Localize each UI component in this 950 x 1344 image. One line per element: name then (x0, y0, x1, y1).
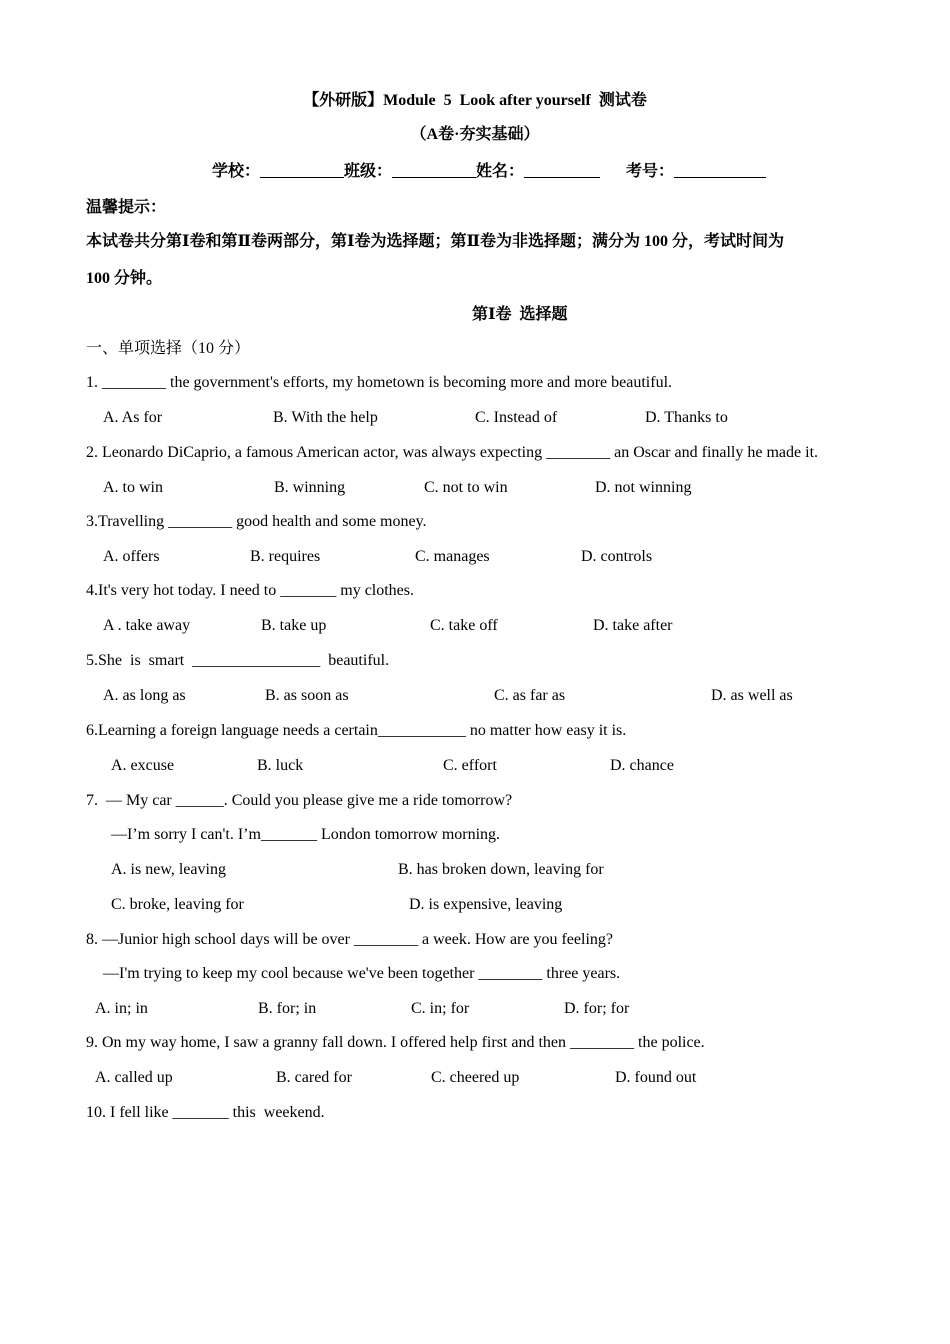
exam-no-label: 考号： (626, 163, 675, 180)
q1-option-d: D. Thanks to (645, 409, 728, 426)
q9-option-b: B. cared for (276, 1069, 352, 1086)
doc-title: 【外研版】Module 5 Look after yourself 测试卷 (303, 92, 647, 109)
q2-option-d: D. not winning (595, 479, 692, 496)
q6-option-d: D. chance (610, 757, 674, 774)
question-7-stem-reply: —I’m sorry I can't. I’m_______ London tomorrow morning. (111, 826, 501, 843)
question-6-stem: 6.Learning a foreign language needs a certain___________ no matter how easy it is. (86, 722, 627, 739)
q6-option-c: C. effort (443, 757, 497, 774)
q7-option-a: A. is new, leaving (111, 861, 226, 878)
school-blank (260, 161, 344, 178)
q2-option-b: B. winning (274, 479, 346, 496)
notice-line-1: 本试卷共分第Ⅰ卷和第Ⅱ卷两部分，第Ⅰ卷为选择题；第Ⅱ卷为非选择题；满分为 100 分，考试时间为 (86, 233, 784, 250)
notice-line-2: 100 分钟。 (86, 270, 163, 287)
q9-option-d: D. found out (615, 1069, 697, 1086)
section1-title: 一、单项选择（10 分） (86, 340, 251, 357)
q4-option-b: B. take up (261, 617, 327, 634)
name-blank (524, 161, 600, 178)
q1-option-a: A. As for (103, 409, 163, 426)
question-10-stem: 10. I fell like _______ this weekend. (86, 1104, 325, 1121)
doc-subtitle: （A卷·夯实基础） (410, 126, 540, 143)
question-1-stem: 1. ________ the government's efforts, my hometown is becoming more and more beautiful. (86, 374, 673, 391)
question-9-stem: 9. On my way home, I saw a granny fall down. I offered help first and then ________ the police. (86, 1034, 705, 1051)
name-label: 姓名： (476, 163, 525, 180)
q2-option-c: C. not to win (424, 479, 508, 496)
q5-option-c: C. as far as (494, 687, 566, 704)
question-8-stem: 8. —Junior high school days will be over ________ a week. How are you feeling? (86, 931, 613, 948)
q8-option-d: D. for; for (564, 1000, 630, 1017)
q7-option-c: C. broke, leaving for (111, 896, 244, 913)
q4-option-c: C. take off (430, 617, 498, 634)
q8-option-c: C. in; for (411, 1000, 470, 1017)
q1-option-c: C. Instead of (475, 409, 558, 426)
q6-option-b: B. luck (257, 757, 304, 774)
question-7-stem: 7. — My car ______. Could you please give me a ride tomorrow? (86, 792, 513, 809)
question-8-stem-reply: —I'm trying to keep my cool because we've been together ________ three years. (103, 965, 621, 982)
exam-no-blank (674, 161, 766, 178)
class-blank (392, 161, 476, 178)
info-fields-row (212, 161, 766, 182)
q9-option-a: A. called up (95, 1069, 173, 1086)
q9-option-c: C. cheered up (431, 1069, 520, 1086)
question-5-stem: 5.She is smart ________________ beautiful. (86, 652, 390, 669)
q5-option-a: A. as long as (103, 687, 186, 704)
question-2-stem: 2. Leonardo DiCaprio, a famous American actor, was always expecting ________ an Oscar and finally he made it. (86, 444, 819, 461)
q3-option-b: B. requires (250, 548, 321, 565)
question-4-stem: 4.It's very hot today. I need to _______ my clothes. (86, 582, 415, 599)
notice-heading: 温馨提示： (86, 199, 167, 216)
question-3-stem: 3.Travelling ________ good health and some money. (86, 513, 427, 530)
part1-title: 第Ⅰ卷 选择题 (472, 306, 568, 323)
q7-option-d: D. is expensive, leaving (409, 896, 563, 913)
q6-option-a: A. excuse (111, 757, 175, 774)
q3-option-a: A. offers (103, 548, 160, 565)
q4-option-d: D. take after (593, 617, 673, 634)
q8-option-b: B. for; in (258, 1000, 317, 1017)
q3-option-d: D. controls (581, 548, 653, 565)
q5-option-d: D. as well as (711, 687, 793, 704)
q5-option-b: B. as soon as (265, 687, 349, 704)
q8-option-a: A. in; in (95, 1000, 148, 1017)
class-label: 班级： (344, 163, 393, 180)
school-label: 学校： (212, 163, 261, 180)
q3-option-c: C. manages (415, 548, 490, 565)
q4-option-a: A . take away (103, 617, 191, 634)
q2-option-a: A. to win (103, 479, 163, 496)
q7-option-b: B. has broken down, leaving for (398, 861, 604, 878)
q1-option-b: B. With the help (273, 409, 378, 426)
